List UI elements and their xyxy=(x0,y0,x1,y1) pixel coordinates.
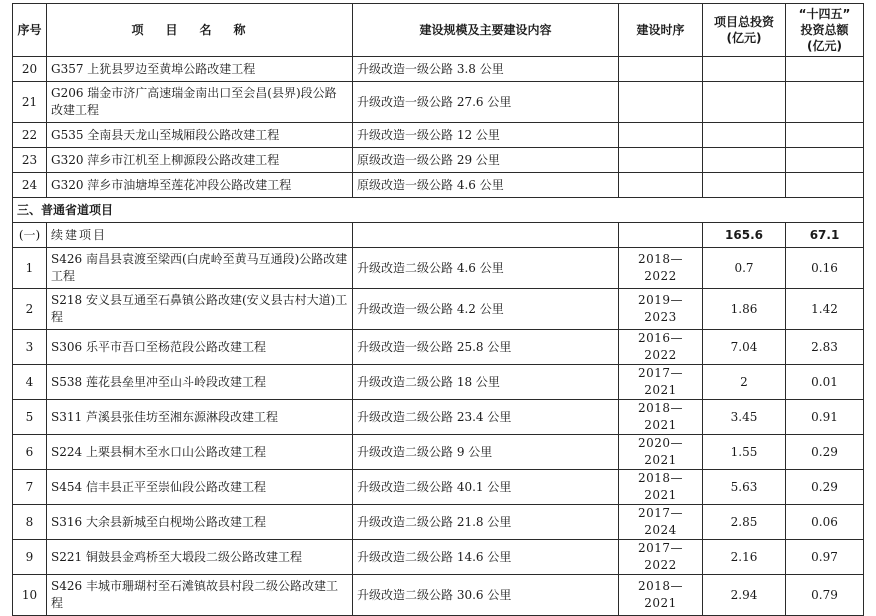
row-project-name: S311 芦溪县张佳坊至湘东源淋段改建工程 xyxy=(47,400,353,435)
row-scope: 升级改造二级公路 14.6 公里 xyxy=(353,540,619,575)
row-index: 22 xyxy=(13,123,47,148)
header-scope: 建设规模及主要建设内容 xyxy=(353,4,619,57)
row-scope: 升级改造二级公路 4.6 公里 xyxy=(353,248,619,289)
table-row xyxy=(13,470,864,505)
header-plan-line2: 投资总额 xyxy=(800,23,849,37)
row-period: 2019—2023 xyxy=(619,289,703,330)
row-index: 3 xyxy=(13,330,47,365)
header-plan xyxy=(786,4,864,57)
row-index: 6 xyxy=(13,435,47,470)
row-investment: 0.7 xyxy=(703,248,786,289)
table-body-national xyxy=(13,57,864,198)
row-project-name: G320 萍乡市江机至上柳源段公路改建工程 xyxy=(47,148,353,173)
row-investment: 5.63 xyxy=(703,470,786,505)
table-row xyxy=(13,575,864,616)
row-investment xyxy=(703,82,786,123)
row-investment: 2.94 xyxy=(703,575,786,616)
row-scope: 升级改造一级公路 12 公里 xyxy=(353,123,619,148)
row-scope: 原级改造一级公路 29 公里 xyxy=(353,148,619,173)
subsection-period xyxy=(619,223,703,248)
row-plan xyxy=(786,57,864,82)
row-project-name: S426 丰城市珊瑚村至石滩镇故县村段二级公路改建工程 xyxy=(47,575,353,616)
table-row xyxy=(13,57,864,82)
row-plan: 1.42 xyxy=(786,289,864,330)
row-investment xyxy=(703,148,786,173)
row-investment xyxy=(703,173,786,198)
row-index: 8 xyxy=(13,505,47,540)
row-period xyxy=(619,148,703,173)
row-scope: 升级改造一级公路 4.2 公里 xyxy=(353,289,619,330)
row-plan xyxy=(786,148,864,173)
table-row xyxy=(13,248,864,289)
row-period xyxy=(619,57,703,82)
row-period: 2018—2021 xyxy=(619,575,703,616)
row-index: 23 xyxy=(13,148,47,173)
row-project-name: S218 安义县互通至石鼻镇公路改建(安义县古村大道)工程 xyxy=(47,289,353,330)
row-project-name: S426 南昌县袁渡至梁西(白虎岭至黄马互通段)公路改建工程 xyxy=(47,248,353,289)
row-plan: 0.01 xyxy=(786,365,864,400)
row-project-name: G206 瑞金市济广高速瑞金南出口至会昌(县界)段公路改建工程 xyxy=(47,82,353,123)
projects-table xyxy=(12,3,864,616)
row-period: 2017—2024 xyxy=(619,505,703,540)
row-investment xyxy=(703,123,786,148)
row-investment xyxy=(703,57,786,82)
row-project-name: S306 乐平市吾口至杨范段公路改建工程 xyxy=(47,330,353,365)
table-row xyxy=(13,173,864,198)
row-investment: 1.86 xyxy=(703,289,786,330)
row-index: 1 xyxy=(13,248,47,289)
section-row xyxy=(13,198,864,223)
row-project-name: S538 莲花县垒里冲至山斗岭段改建工程 xyxy=(47,365,353,400)
row-investment: 3.45 xyxy=(703,400,786,435)
table-header-row xyxy=(13,4,864,57)
row-index: 7 xyxy=(13,470,47,505)
header-index: 序号 xyxy=(13,4,47,57)
row-scope: 升级改造一级公路 25.8 公里 xyxy=(353,330,619,365)
row-scope: 升级改造一级公路 3.8 公里 xyxy=(353,57,619,82)
header-name: 项目名称 xyxy=(47,4,353,57)
table-row xyxy=(13,148,864,173)
header-period: 建设时序 xyxy=(619,4,703,57)
row-period xyxy=(619,123,703,148)
table-row xyxy=(13,82,864,123)
row-scope: 升级改造二级公路 30.6 公里 xyxy=(353,575,619,616)
row-project-name: S454 信丰县正平至崇仙段公路改建工程 xyxy=(47,470,353,505)
table-body-section xyxy=(13,198,864,248)
subsection-plan: 67.1 xyxy=(786,223,864,248)
table-body-provincial xyxy=(13,248,864,616)
subsection-index: (一) xyxy=(13,223,47,248)
row-scope: 原级改造一级公路 4.6 公里 xyxy=(353,173,619,198)
row-index: 24 xyxy=(13,173,47,198)
table-row xyxy=(13,123,864,148)
row-index: 21 xyxy=(13,82,47,123)
row-index: 20 xyxy=(13,57,47,82)
row-period: 2020—2021 xyxy=(619,435,703,470)
row-investment: 7.04 xyxy=(703,330,786,365)
subsection-scope xyxy=(353,223,619,248)
header-plan-line3: (亿元) xyxy=(807,39,842,53)
table-row xyxy=(13,540,864,575)
row-project-name: S316 大余县新城至白枧坳公路改建工程 xyxy=(47,505,353,540)
row-investment: 2 xyxy=(703,365,786,400)
row-plan xyxy=(786,173,864,198)
row-period: 2017—2022 xyxy=(619,540,703,575)
row-period: 2018—2021 xyxy=(619,470,703,505)
table-row xyxy=(13,289,864,330)
row-scope: 升级改造二级公路 23.4 公里 xyxy=(353,400,619,435)
row-plan: 0.16 xyxy=(786,248,864,289)
row-project-name: G535 全南县天龙山至城厢段公路改建工程 xyxy=(47,123,353,148)
header-investment xyxy=(703,4,786,57)
row-index: 5 xyxy=(13,400,47,435)
row-project-name: G320 萍乡市油塘埠至莲花冲段公路改建工程 xyxy=(47,173,353,198)
row-index: 4 xyxy=(13,365,47,400)
row-plan: 2.83 xyxy=(786,330,864,365)
table-row xyxy=(13,330,864,365)
row-plan: 0.97 xyxy=(786,540,864,575)
row-plan: 0.29 xyxy=(786,470,864,505)
subsection-investment: 165.6 xyxy=(703,223,786,248)
row-project-name: S221 铜鼓县金鸡桥至大塅段二级公路改建工程 xyxy=(47,540,353,575)
row-plan: 0.79 xyxy=(786,575,864,616)
row-period: 2016—2022 xyxy=(619,330,703,365)
header-investment-line2: (亿元) xyxy=(726,31,762,45)
row-index: 10 xyxy=(13,575,47,616)
table-row xyxy=(13,365,864,400)
row-scope: 升级改造二级公路 21.8 公里 xyxy=(353,505,619,540)
row-scope: 升级改造二级公路 9 公里 xyxy=(353,435,619,470)
row-investment: 1.55 xyxy=(703,435,786,470)
subsection-name: 续建项目 xyxy=(47,223,353,248)
row-period xyxy=(619,82,703,123)
row-index: 2 xyxy=(13,289,47,330)
row-project-name: G357 上犹县罗边至黄埠公路改建工程 xyxy=(47,57,353,82)
row-period xyxy=(619,173,703,198)
row-plan: 0.91 xyxy=(786,400,864,435)
table-row xyxy=(13,505,864,540)
row-scope: 升级改造二级公路 40.1 公里 xyxy=(353,470,619,505)
row-index: 9 xyxy=(13,540,47,575)
table-row xyxy=(13,435,864,470)
row-period: 2018—2021 xyxy=(619,400,703,435)
row-plan: 0.29 xyxy=(786,435,864,470)
row-investment: 2.85 xyxy=(703,505,786,540)
header-investment-line1: 项目总投资 xyxy=(713,15,774,29)
row-plan xyxy=(786,82,864,123)
row-period: 2018—2022 xyxy=(619,248,703,289)
row-plan: 0.06 xyxy=(786,505,864,540)
row-project-name: S224 上栗县桐木至水口山公路改建工程 xyxy=(47,435,353,470)
row-period: 2017—2021 xyxy=(619,365,703,400)
subsection-row xyxy=(13,223,864,248)
row-scope: 升级改造二级公路 18 公里 xyxy=(353,365,619,400)
section-title: 三、普通省道项目 xyxy=(13,198,864,223)
table-row xyxy=(13,400,864,435)
row-plan xyxy=(786,123,864,148)
header-plan-line1: “十四五” xyxy=(798,7,851,21)
row-investment: 2.16 xyxy=(703,540,786,575)
row-scope: 升级改造一级公路 27.6 公里 xyxy=(353,82,619,123)
